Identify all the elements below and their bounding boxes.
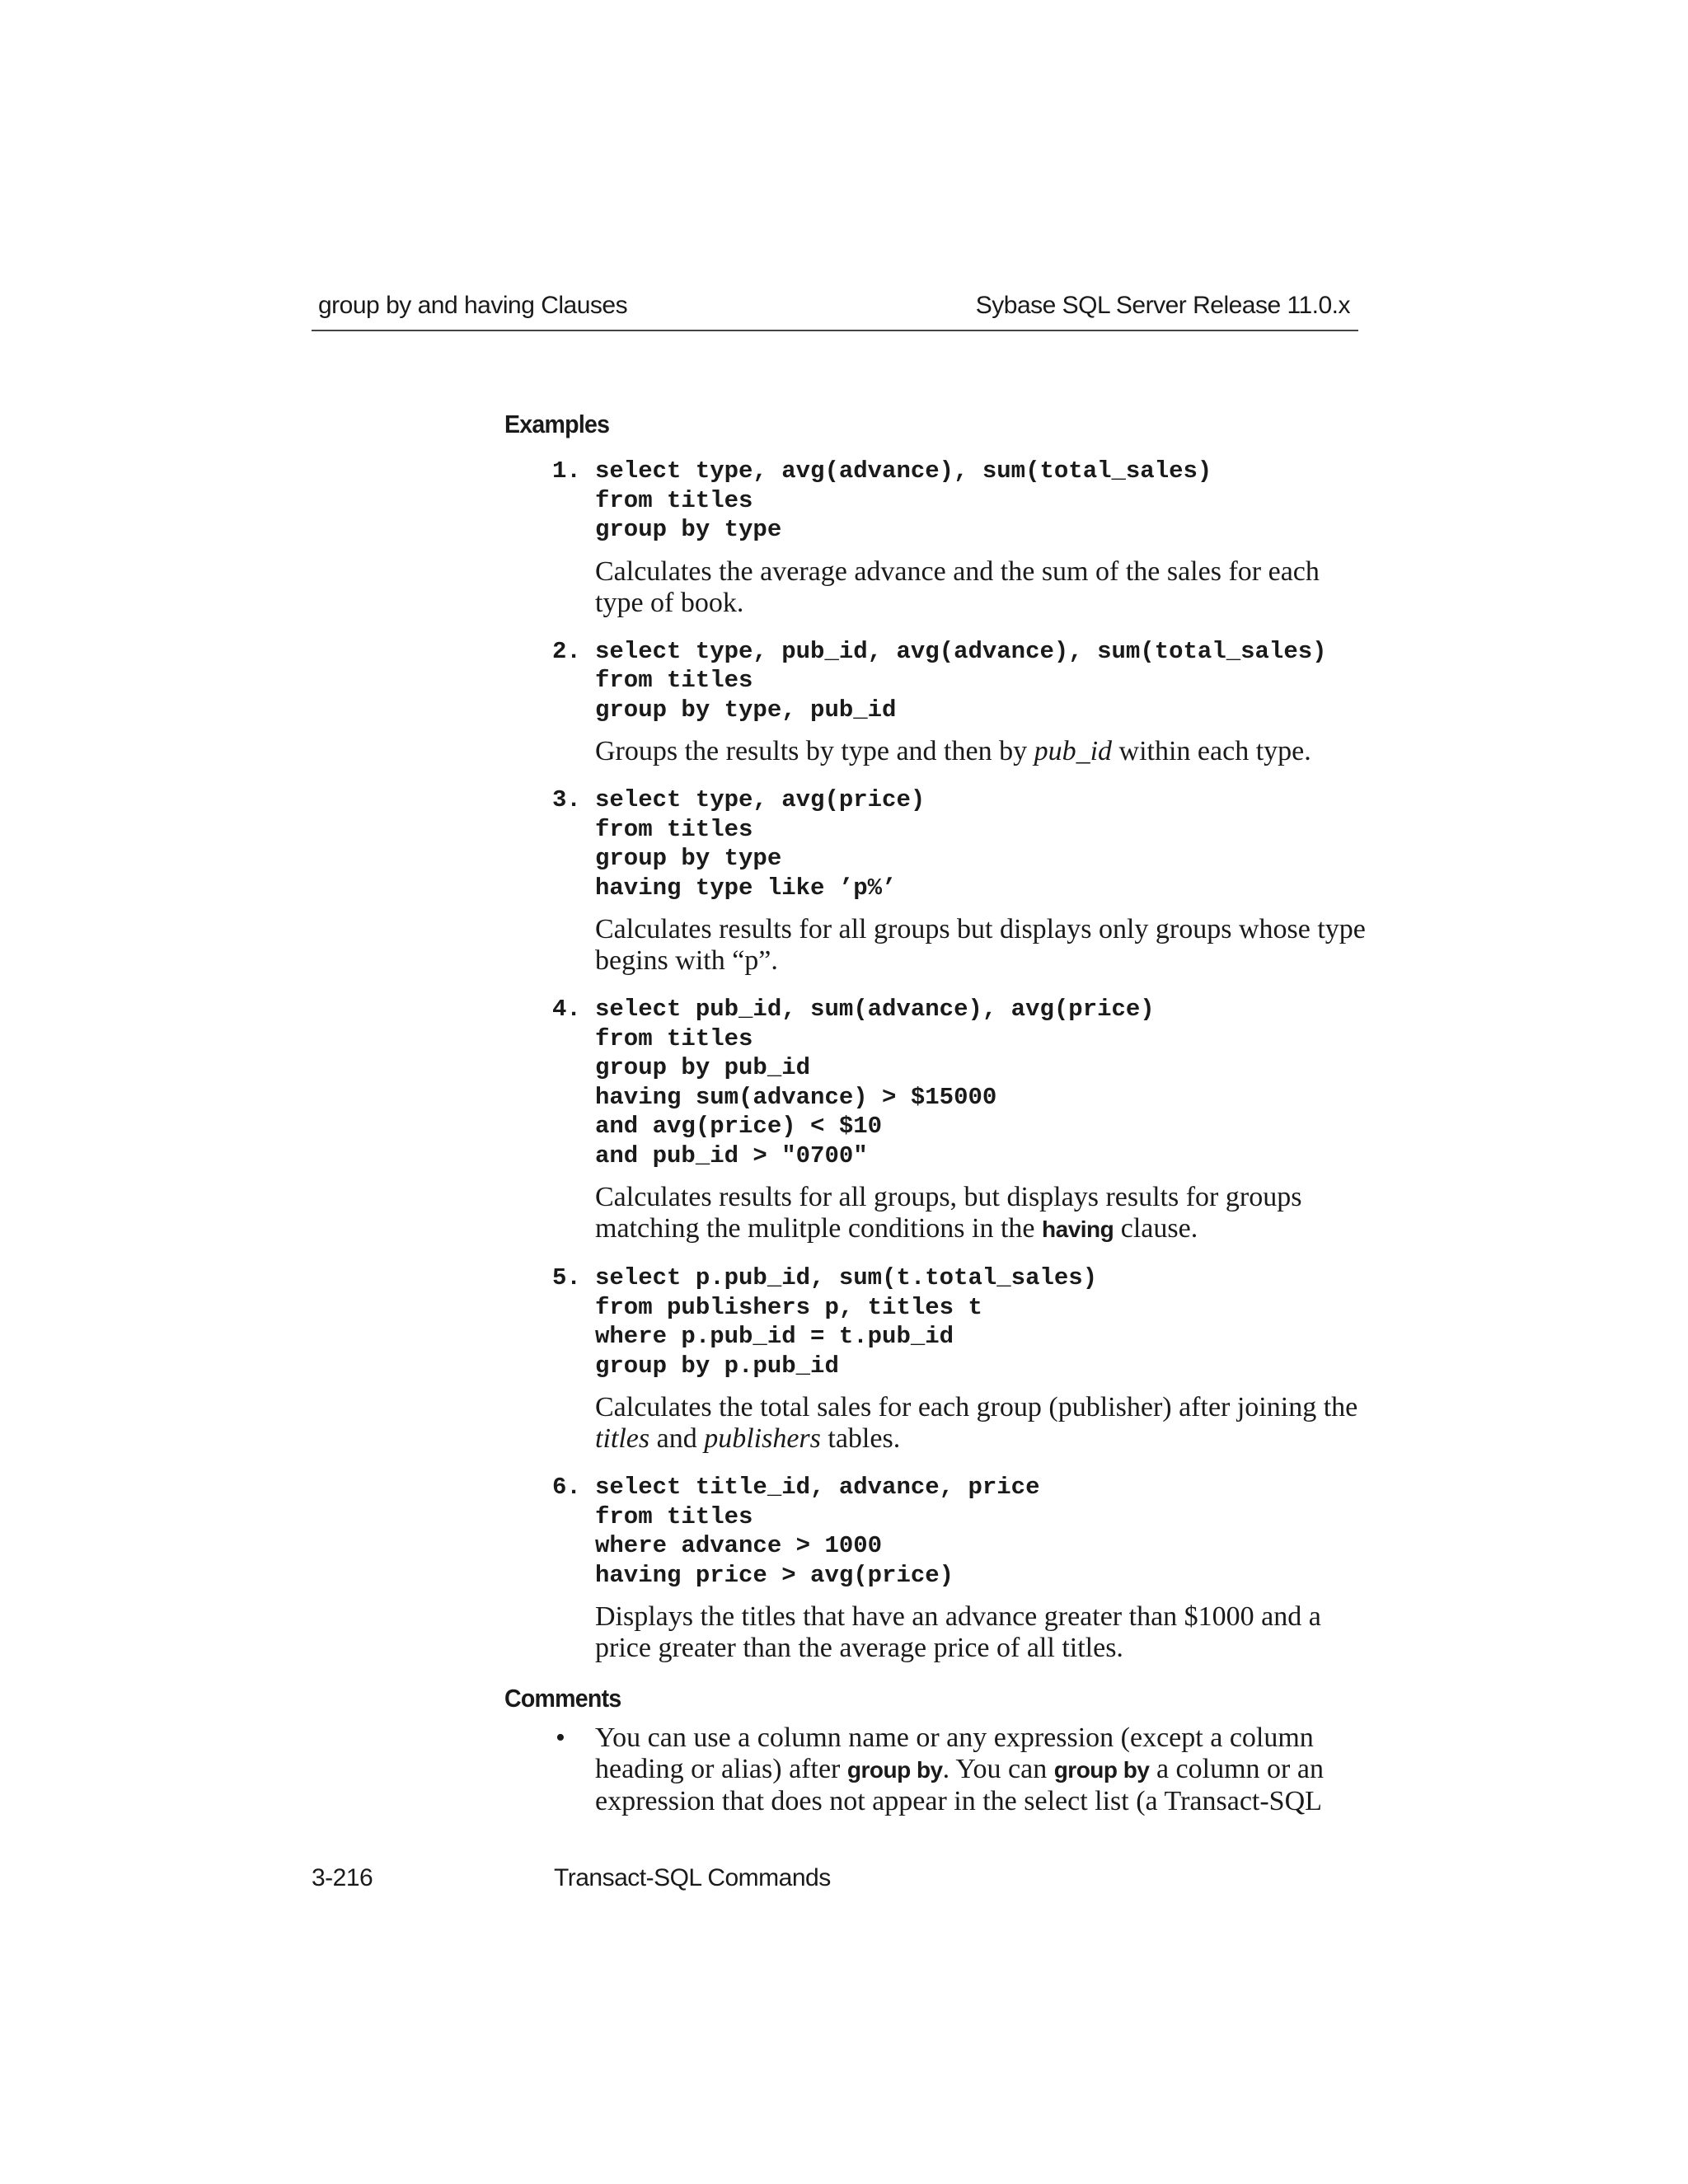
comment-text: . You can [942, 1754, 1054, 1784]
example-number: 3. [552, 786, 581, 813]
comment-text: a column or an expression that does not appear in the select list (a Transact-SQL [595, 1754, 1324, 1816]
description-text: clause. [1114, 1213, 1198, 1244]
comments-heading: Comments [504, 1684, 621, 1713]
description-italic-term: publishers [704, 1423, 821, 1454]
code-sample: select title_id, advance, price from titles where advance > 1000 having price > avg(price) [595, 1474, 1040, 1589]
description-text: and [649, 1423, 705, 1454]
example-number: 5. [552, 1264, 581, 1291]
running-header [312, 288, 1358, 331]
example-item [552, 637, 1368, 768]
comment-text: You can use a column name or any expression (except a column heading or alias) after [595, 1722, 1314, 1784]
example-description: Displays the titles that have an advance greater than $1000 and a price greater than the average price of all titles. [595, 1601, 1321, 1663]
code-sample: select p.pub_id, sum(t.total_sales) from publishers p, titles t where p.pub_id = t.pub_id group by p.pub_id [595, 1264, 1098, 1380]
description-text: Calculates the total sales for each group (publisher) after joining the [595, 1392, 1358, 1422]
code-sample: select type, pub_id, avg(advance), sum(total_sales) from titles group by type, pub_id [595, 637, 1327, 724]
example-number: 1. [552, 457, 581, 485]
footer-book-title: Transact-SQL Commands [554, 1864, 831, 1891]
examples-list [552, 457, 1368, 1682]
example-item [552, 785, 1368, 977]
description-keyword: having [1042, 1216, 1114, 1242]
description-text: Calculates results for all groups, but displays results for groups matching the mulitple conditions in the [595, 1182, 1302, 1244]
example-item [552, 995, 1368, 1245]
example-description [595, 1182, 1368, 1245]
example-item [552, 1263, 1368, 1455]
examples-heading: Examples [504, 410, 610, 438]
example-number: 2. [552, 637, 581, 665]
comment-keyword: group by [846, 1757, 943, 1783]
example-description [595, 736, 1368, 767]
page-number: 3-216 [312, 1864, 373, 1891]
code-sample: select type, avg(advance), sum(total_sales) from titles group by type [595, 457, 1212, 543]
example-description: Calculates the average advance and the sum of the sales for each type of book. [595, 555, 1320, 618]
code-sample: select type, avg(price) from titles group by type having type like ’p%’ [595, 786, 926, 902]
example-description: Calculates results for all groups but displays only groups whose type begins with “p”. [595, 914, 1366, 976]
description-text: within each type. [1112, 736, 1311, 766]
example-number: 6. [552, 1474, 581, 1501]
header-section-title: group by and having Clauses [318, 292, 628, 319]
example-item [552, 457, 1368, 619]
description-text: tables. [820, 1423, 901, 1454]
comments-list [552, 1722, 1368, 1817]
header-product-release: Sybase SQL Server Release 11.0.x [975, 292, 1350, 319]
example-number: 4. [552, 996, 581, 1023]
comment-bullet-item [552, 1722, 1368, 1817]
example-description [595, 1392, 1368, 1455]
bullet-marker: • [556, 1722, 565, 1753]
description-italic-term: pub_id [1034, 736, 1113, 766]
code-sample: select pub_id, sum(advance), avg(price) from titles group by pub_id having sum(advance) > $15000 and avg(price) < $10 and pub_id > "0700" [595, 996, 1155, 1169]
description-text: Groups the results by type and then by [595, 736, 1034, 766]
example-item [552, 1473, 1368, 1664]
description-italic-term: titles [595, 1423, 650, 1454]
comment-keyword: group by [1053, 1757, 1150, 1783]
